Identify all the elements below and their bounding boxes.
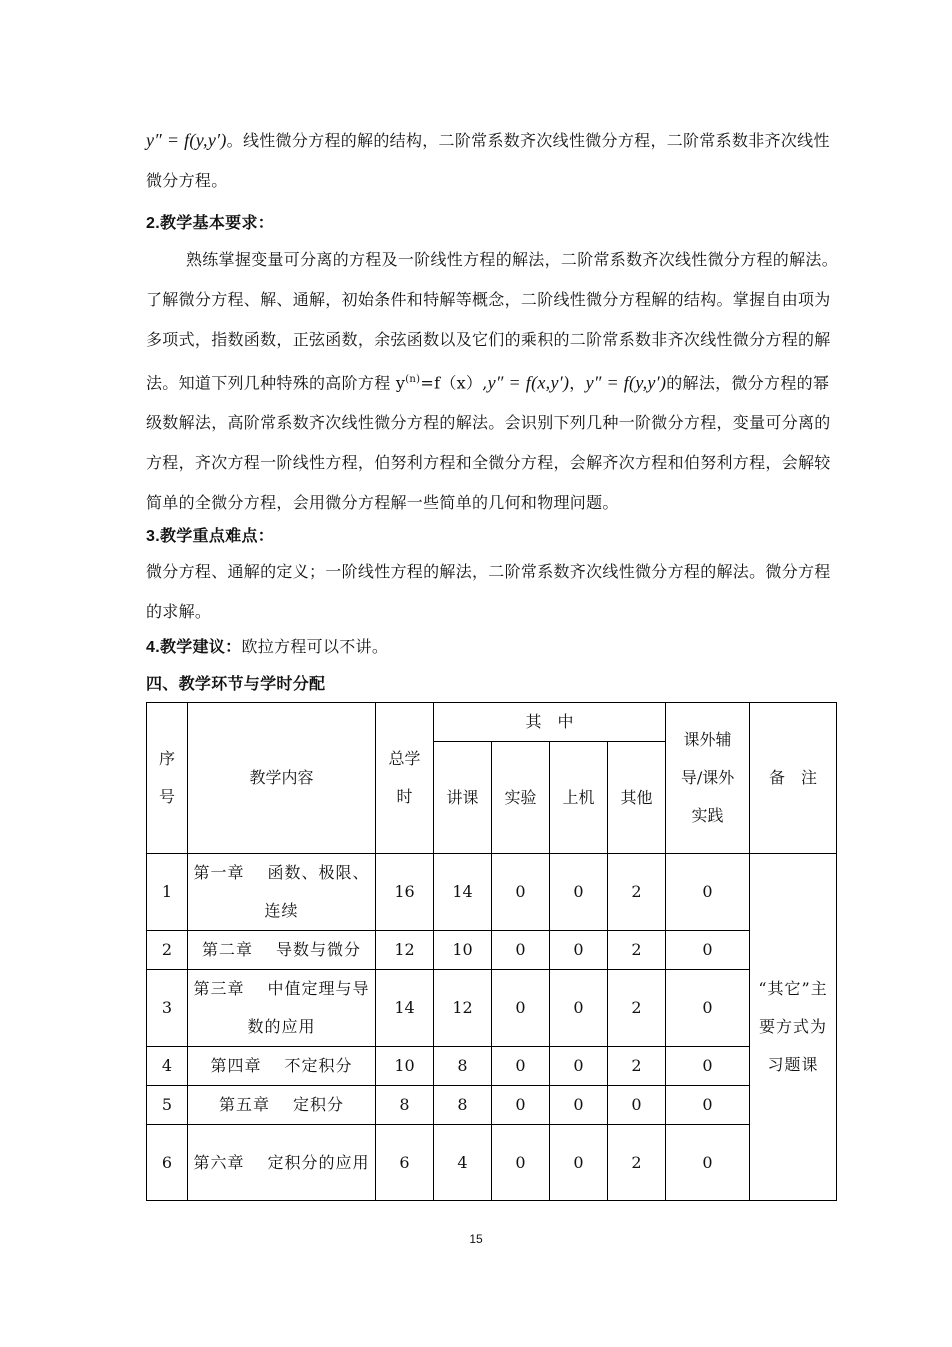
- cell-lecture: 14: [434, 854, 492, 931]
- header-computer: 上机: [550, 742, 608, 854]
- cell-other: 2: [608, 970, 666, 1047]
- cell-lecture: 10: [434, 931, 492, 970]
- cell-content: 第六章 定积分的应用: [188, 1125, 376, 1201]
- cell-content: 第五章 定积分: [188, 1086, 376, 1125]
- cell-extra: 0: [666, 970, 750, 1047]
- cell-note: “其它”主要方式为习题课: [750, 854, 837, 1201]
- cell-computer: 0: [550, 854, 608, 931]
- cell-other: 2: [608, 1047, 666, 1086]
- paragraph-key-points: 微分方程、通解的定义；一阶线性方程的解法，二阶常系数齐次线性微分方程的解法。微分方程的求解。: [146, 562, 831, 621]
- cell-total: 6: [376, 1125, 434, 1201]
- cell-lab: 0: [492, 854, 550, 931]
- page-number: 15: [469, 1232, 483, 1246]
- requirements-text-c: ，: [569, 373, 586, 393]
- cell-seq: 1: [147, 854, 188, 931]
- superscript-n: (n): [405, 374, 421, 385]
- cell-extra: 0: [666, 931, 750, 970]
- paragraph-intro: [146, 120, 840, 201]
- section-title: 四、教学环节与学时分配: [146, 676, 326, 693]
- cell-computer: 0: [550, 1125, 608, 1201]
- cell-lecture: 12: [434, 970, 492, 1047]
- cell-lab: 0: [492, 1086, 550, 1125]
- cell-computer: 0: [550, 970, 608, 1047]
- header-note: 备 注: [750, 703, 837, 854]
- cell-total: 8: [376, 1086, 434, 1125]
- table-row: [147, 970, 837, 1047]
- cell-seq: 5: [147, 1086, 188, 1125]
- cell-seq: 2: [147, 931, 188, 970]
- cell-content: 第一章 函数、极限、连续: [188, 854, 376, 931]
- cell-other: 2: [608, 1125, 666, 1201]
- cell-lab: 0: [492, 931, 550, 970]
- header-seq: 序号: [147, 703, 188, 854]
- header-lecture: 讲课: [434, 742, 492, 854]
- table-row: [147, 854, 837, 931]
- header-lab: 实验: [492, 742, 550, 854]
- cell-seq: 4: [147, 1047, 188, 1086]
- heading-key-points: 3.教学重点难点：: [146, 528, 275, 545]
- cell-computer: 0: [550, 931, 608, 970]
- requirements-text-b: =f（x）,: [420, 373, 488, 393]
- suggestion-label: 4.教学建议：: [146, 639, 242, 656]
- paragraph-requirements: [146, 240, 840, 523]
- cell-extra: 0: [666, 1125, 750, 1201]
- intro-text: 。线性微分方程的解的结构，二阶常系数齐次线性微分方程，二阶常系数非齐次线性微分方程。: [146, 131, 830, 190]
- cell-total: 12: [376, 931, 434, 970]
- header-total: 总学时: [376, 703, 434, 854]
- header-extra: 课外辅导/课外实践: [666, 703, 750, 854]
- cell-lecture: 4: [434, 1125, 492, 1201]
- equation-fxy: y″ = f(x,y′): [487, 372, 570, 393]
- cell-seq: 3: [147, 970, 188, 1047]
- cell-other: 2: [608, 931, 666, 970]
- requirements-text-a: 熟练掌握变量可分离的方程及一阶线性方程的解法，二阶常系数齐次线性微分方程的解法。了解微分方程、解、通解，初始条件和特解等概念，二阶线性微分方程解的结构。掌握自由项为多项式，指数函数，正弦函数，余弦函数以及它们的乘积的二阶常系数非齐次线性微分方程的解法。知道下列几种特殊的高阶方程 y: [146, 250, 839, 393]
- header-row-1: [147, 703, 837, 742]
- requirements-text-d: 的解法，微分方程的幂级数解法，高阶常系数齐次线性微分方程的解法。会识别下列几种一阶微分方程，变量可分离的方程，齐次方程一阶线性方程，伯努利方程和全微分方程，会解齐次方程和伯努利方程，会解较简单的全微分方程，会用微分方程解一些简单的几何和物理问题。: [146, 373, 831, 513]
- heading-basic-requirements: 2.教学基本要求：: [146, 215, 275, 232]
- cell-lecture: 8: [434, 1086, 492, 1125]
- header-other: 其他: [608, 742, 666, 854]
- header-content: 教学内容: [188, 703, 376, 854]
- cell-extra: 0: [666, 854, 750, 931]
- cell-total: 10: [376, 1047, 434, 1086]
- equation-fyy: y″ = f(y,y′): [585, 372, 667, 393]
- cell-lab: 0: [492, 1047, 550, 1086]
- paragraph-suggestion: [146, 627, 840, 668]
- cell-total: 16: [376, 854, 434, 931]
- cell-seq: 6: [147, 1125, 188, 1201]
- cell-extra: 0: [666, 1086, 750, 1125]
- cell-content: 第三章 中值定理与导数的应用: [188, 970, 376, 1047]
- cell-lecture: 8: [434, 1047, 492, 1086]
- cell-computer: 0: [550, 1047, 608, 1086]
- table-row: [147, 1047, 837, 1086]
- cell-content: 第二章 导数与微分: [188, 931, 376, 970]
- table-row: [147, 931, 837, 970]
- schedule-table: [146, 702, 837, 1201]
- equation-y-second: y″ = f(y,y′): [146, 130, 227, 150]
- cell-lab: 0: [492, 1125, 550, 1201]
- cell-total: 14: [376, 970, 434, 1047]
- cell-other: 2: [608, 854, 666, 931]
- cell-lab: 0: [492, 970, 550, 1047]
- suggestion-text: 欧拉方程可以不讲。: [241, 637, 389, 656]
- cell-computer: 0: [550, 1086, 608, 1125]
- cell-extra: 0: [666, 1047, 750, 1086]
- table-row: [147, 1125, 837, 1201]
- cell-content: 第四章 不定积分: [188, 1047, 376, 1086]
- header-among: 其 中: [434, 703, 666, 742]
- cell-other: 0: [608, 1086, 666, 1125]
- table-row: [147, 1086, 837, 1125]
